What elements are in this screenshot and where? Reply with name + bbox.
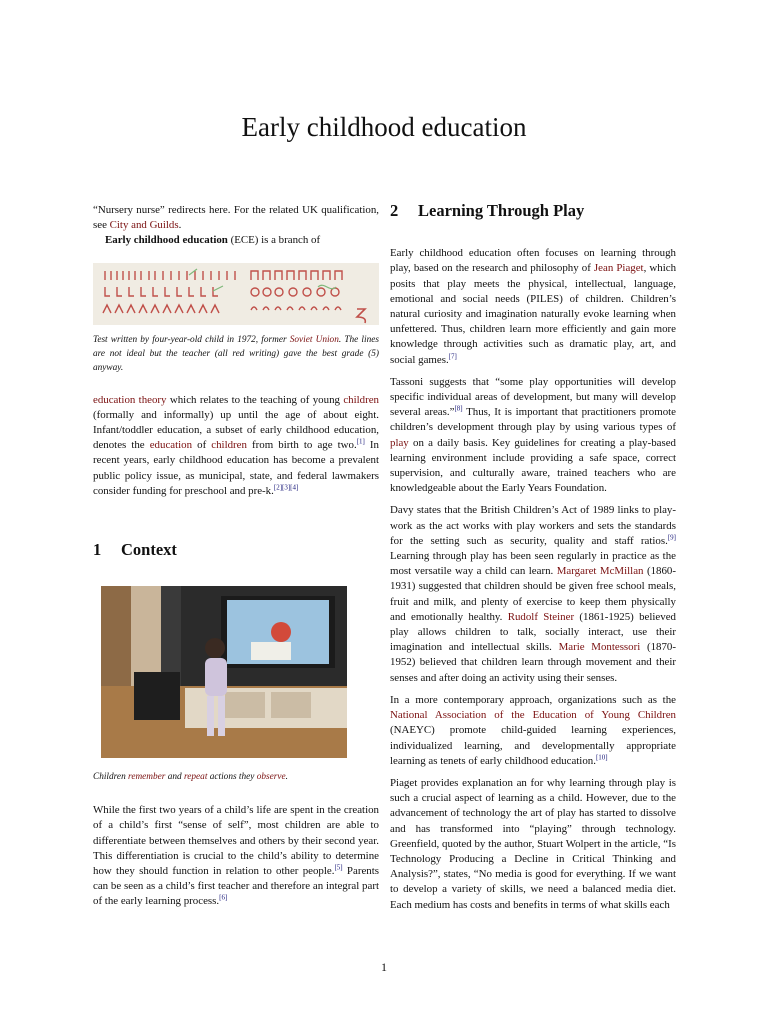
paragraph-3 <box>390 503 676 685</box>
link-education[interactable]: education <box>149 439 193 452</box>
section-number: 1 <box>93 540 102 560</box>
link-education-theory[interactable]: education theory <box>93 393 167 406</box>
page-title: Early childhood education <box>241 112 527 142</box>
section-title: Learning Through Play <box>418 201 585 220</box>
context-paragraph <box>93 803 379 909</box>
right-column <box>390 203 676 913</box>
test-writing-drawing <box>93 263 379 325</box>
hatnote-end: . <box>178 219 182 232</box>
text: on a daily basis. Key guidelines for creating a play-based learning environment include providing a safe space, correct supervision, and culturally aware, trained teachers who are knowledgeable about the Early Years Foundation. <box>390 436 676 495</box>
link-marie-montessori[interactable]: Marie Montessori <box>558 641 641 654</box>
text: Thus, It is important that practitioners promote children’s development through play by using various types of <box>390 406 677 434</box>
section-heading-learning-through-play <box>390 203 676 218</box>
text: Early childhood education often focuses on learning through play, based on the research and philosophy of <box>390 247 676 275</box>
citation-ref[interactable]: [2][3][4] <box>273 483 299 492</box>
text: from birth to age two. <box>246 439 357 452</box>
citation-ref[interactable]: [1] <box>356 437 365 446</box>
text: In a more contemporary approach, organizations such as the <box>390 693 676 706</box>
link-soviet-union[interactable]: Soviet Union <box>289 334 339 345</box>
link-children[interactable]: children <box>343 393 379 406</box>
left-column <box>93 203 379 910</box>
text: , which posits that play meets the physical, intellectual, language, emotional and social needs (PILES) of children. Children’s natural curiosity and imagination naturally evoke learning when unfettered. Thus, children learn more efficiently and gain more knowledge through activities such as dramatic play, art, and social games. <box>390 262 677 366</box>
section-number: 2 <box>390 201 399 220</box>
citation-ref[interactable]: [7] <box>448 352 457 360</box>
hatnote <box>93 203 379 233</box>
text: and <box>165 772 184 783</box>
intro-paragraph-continued <box>93 393 379 499</box>
citation-ref[interactable]: [5] <box>334 863 343 872</box>
text: (1870-1952) believed that children learn through movement and their senses and after doing an activity using their senses. <box>390 641 676 684</box>
text: . <box>285 772 288 783</box>
text: In recent years, early childhood education has become a prevalent public policy issue, as municipal, state, and federal lawmakers consider funding for preschool and pre-k. <box>93 439 379 497</box>
text: Tassoni suggests that “some play opportunities will develop specific individual areas of development, but many will develop several areas.” <box>390 375 676 419</box>
intro-paragraph-start <box>93 233 379 248</box>
figure2-caption <box>93 770 379 784</box>
test-writing-image <box>93 263 379 325</box>
text: (1861-1925) believed play allows children to talk, socially interact, use their imagination and intellectual skills. <box>390 610 676 654</box>
figure1-caption-text-2: . The lines are not ideal but the teacher (all red writing) gave the best grade (5) anyway. <box>93 334 379 373</box>
link-jean-piaget[interactable]: Jean Piaget <box>593 262 644 275</box>
paragraph-1 <box>390 246 676 368</box>
link-children-2[interactable]: children <box>211 439 247 452</box>
page-number: 1 <box>381 960 387 974</box>
citation-ref[interactable]: [10] <box>595 753 608 762</box>
link-margaret-mcmillan[interactable]: Margaret McMillan <box>556 565 644 578</box>
section-title: Context <box>121 540 177 560</box>
link-remember[interactable]: remember <box>128 772 166 783</box>
text: (1860-1931) suggested that children should be given free school meals, fruit and milk, and plenty of exercise to keep them physically and emotionally healthy. <box>390 565 676 623</box>
text: actions they <box>207 772 257 783</box>
paragraph-5: Piaget provides explanation an for why learning through play is such a crucial aspect of learning as a child. However, due to the advancement of technology the art of play has started to dissolve and has transformed into “playing” through technology. Greenfield, quoted by the author, Stuart Wolpert in the article, “Is Technology Producing a Decline in Critical Thinking and Analysis?”, states, “No media is good for everything. If we want to develop a variety of skills, we need a balanced media diet. Each medium has costs and benefits in terms of what skills each <box>390 776 676 911</box>
link-observe[interactable]: observe <box>256 772 286 783</box>
link-naeyc[interactable]: National Association of the Education of Young Children <box>390 709 676 722</box>
link-rudolf-steiner[interactable]: Rudolf Steiner <box>507 610 575 623</box>
text: Learning through play has been seen regularly in practice as the most versatile way a child can learn. <box>390 550 676 578</box>
child-tv-photo <box>101 586 347 758</box>
citation-ref[interactable]: [8] <box>454 404 463 413</box>
text: (NAEYC) promote child-guided learning experiences, individualized learning, and developmentally appropriate learning as tenets of early childhood education. <box>390 724 676 767</box>
citation-ref[interactable]: [9] <box>667 533 676 542</box>
figure1-caption-text: Test written by four-year-old child in 1972, former <box>93 334 290 345</box>
citation-ref[interactable]: [6] <box>219 893 228 902</box>
intro-text: (ECE) is a branch of <box>227 234 321 247</box>
link-repeat[interactable]: repeat <box>184 772 208 783</box>
section-heading-context <box>93 540 379 560</box>
intro-bold-term: Early childhood education <box>105 234 228 247</box>
text: While the first two years of a child’s life are spent in the creation of a child’s first “sense of self”, most children are able to differentiate between themselves and others by their second year. This differentiation is crucial to the child’s ability to determine how they should function in relation to other people. <box>93 804 379 878</box>
text: Davy states that the British Children’s Act of 1989 links to play-work as the act works with play workers and sets the standards for the setting such as security, quality and staff ratios. <box>390 504 676 547</box>
link-city-and-guilds[interactable]: City and Guilds <box>109 219 179 232</box>
text: (formally and informally) up until the age of about eight. Infant/toddler education, a subset of early childhood education, denotes the <box>93 408 379 452</box>
figure1-caption <box>93 333 379 375</box>
text: of <box>192 439 212 452</box>
link-play[interactable]: play <box>390 436 409 449</box>
text: Parents can be seen as a child’s first teacher and therefore an integral part of the early learning process. <box>93 865 379 908</box>
child-tv-drawing <box>101 586 347 758</box>
text: which relates to the teaching of young <box>166 393 344 406</box>
text: Children <box>93 772 129 783</box>
paragraph-2 <box>390 375 676 497</box>
paragraph-4 <box>390 693 676 769</box>
hatnote-text: “Nursery nurse” redirects here. For the related UK qualification, see <box>93 204 379 232</box>
